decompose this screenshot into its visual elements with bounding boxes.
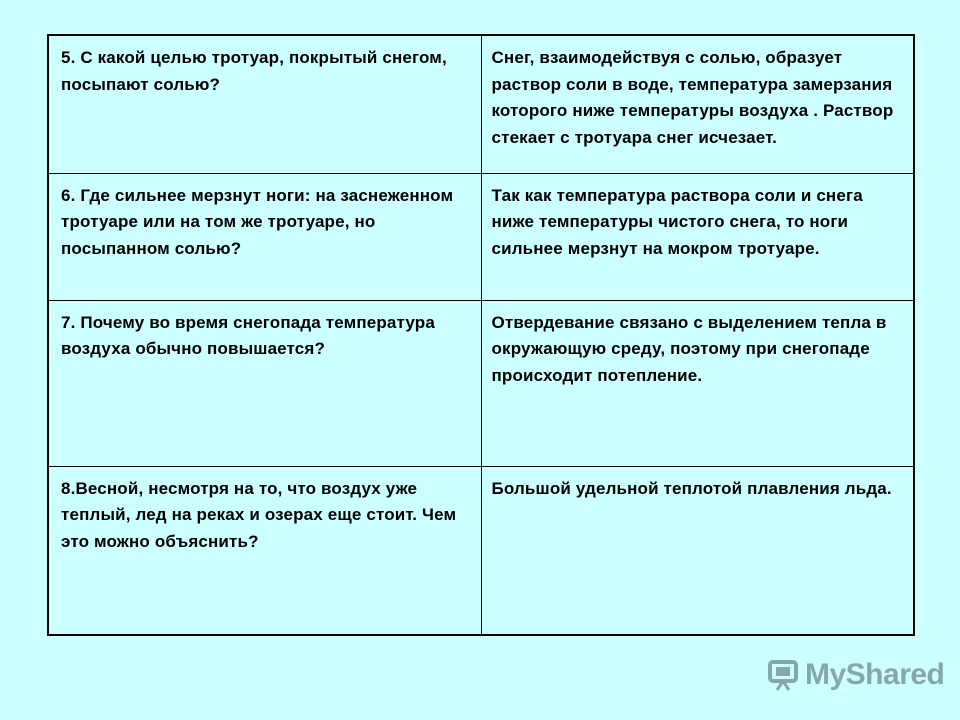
answer-cell: Так как температура раствора соли и снега ниже температуры чистого снега, то ноги сильнее мерзнут на мокром тротуаре. (481, 173, 914, 300)
table-row (48, 300, 914, 466)
myshared-watermark (767, 655, 944, 695)
question-cell: 5. С какой целью тротуар, покрытый снегом, посыпают солью? (48, 35, 481, 173)
presentation-board-icon (767, 658, 801, 692)
answer-cell: Большой удельной теплотой плавления льда. (481, 466, 914, 635)
question-cell: 7. Почему во время снегопада температура воздуха обычно повышается? (48, 300, 481, 466)
question-cell: 8.Весной, несмотря на то, что воздух уже теплый, лед на реках и озерах еще стоит. Чем это можно объяснить? (48, 466, 481, 635)
answer-cell: Отвердевание связано с выделением тепла в окружающую среду, поэтому при снегопаде происходит потепление. (481, 300, 914, 466)
answer-cell: Снег, взаимодействуя с солью, образует раствор соли в воде, температура замерзания которого ниже температуры воздуха . Раствор стекает с тротуара снег исчезает. (481, 35, 914, 173)
table-row (48, 35, 914, 173)
table-row (48, 466, 914, 635)
table-row (48, 173, 914, 300)
watermark-text: MyShared (805, 658, 945, 691)
question-cell: 6. Где сильнее мерзнут ноги: на заснеженном тротуаре или на том же тротуаре, но посыпанном солью? (48, 173, 481, 300)
qa-table (47, 34, 915, 636)
